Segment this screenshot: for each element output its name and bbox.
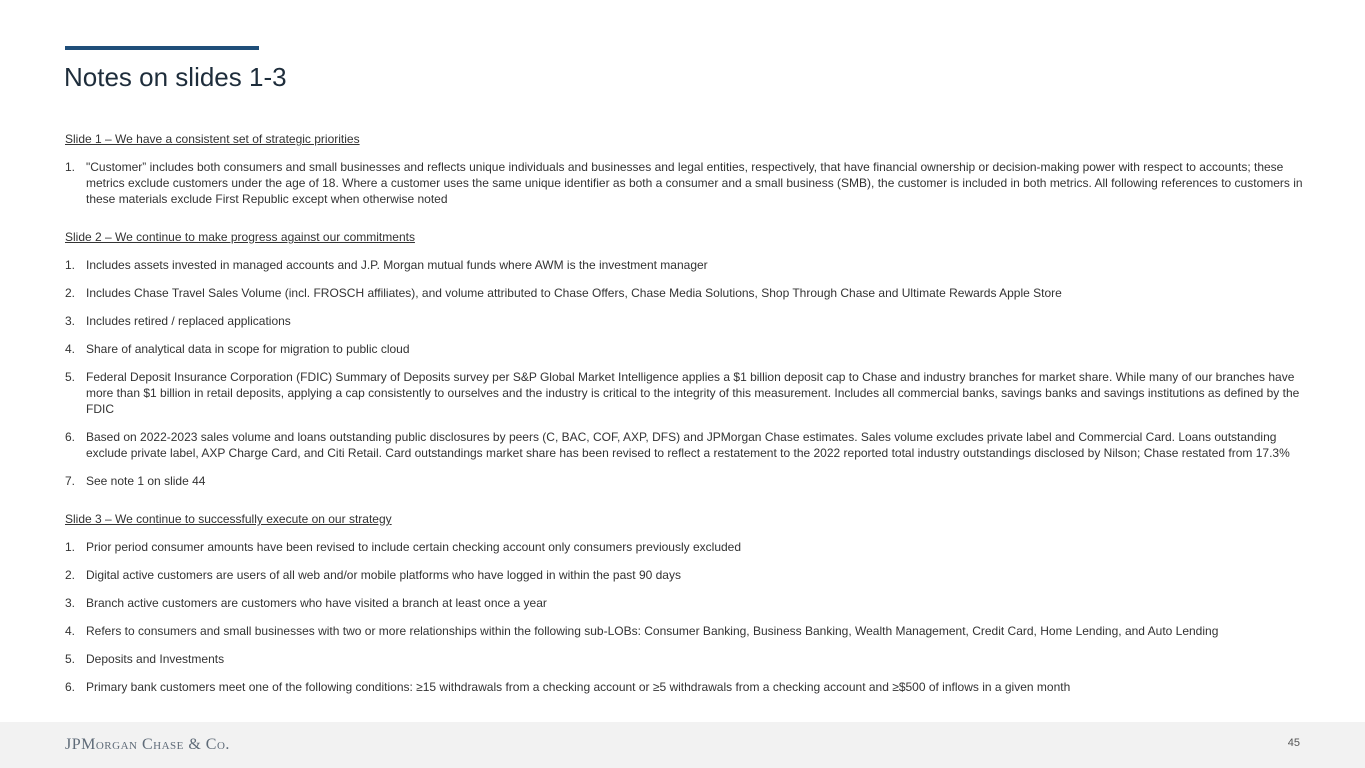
note-item [65,341,1315,357]
note-text: Refers to consumers and small businesses with two or more relationships within the following sub-LOBs: Consumer Banking, Business Banking, Wealth Management, Credit Card, Home Lending, and Auto Lending [86,624,1219,638]
section-heading: Slide 2 – We continue to make progress against our commitments [65,230,415,244]
page-number: 45 [1287,737,1300,749]
note-text: Share of analytical data in scope for migration to public cloud [86,342,410,356]
footer [0,722,1365,768]
note-text: Based on 2022-2023 sales volume and loans outstanding public disclosures by peers (C, BAC, COF, AXP, DFS) and JPMorgan Chase estimates. Sales volume excludes private label and Commercial Card. Loans outstanding exclude private label, AXP Charge Card, and Citi Retail. Card outstandings market share has been revised to reflect a restatement to the 2022 reported total industry outstandings disclosed by Nilson; Chase restated from 17.3% [86,430,1290,460]
notes-list [65,257,1315,489]
page-title: Notes on slides 1-3 [64,62,287,92]
note-number: 2. [65,568,76,582]
note-item [65,679,1315,695]
note-item [65,539,1315,555]
note-item [65,257,1315,273]
note-number: 1. [65,540,76,554]
note-text: See note 1 on slide 44 [86,474,206,488]
section-heading: Slide 1 – We have a consistent set of strategic priorities [65,132,360,146]
notes-section [65,131,1315,207]
note-item [65,567,1315,583]
note-text: Deposits and Investments [86,652,225,666]
note-number: 6. [65,680,76,694]
note-item [65,623,1315,639]
note-item [65,429,1315,461]
note-text: Branch active customers are customers who have visited a branch at least once a year [86,596,547,610]
note-number: 7. [65,474,76,488]
note-text: Includes retired / replaced applications [86,314,291,328]
note-text: Federal Deposit Insurance Corporation (FDIC) Summary of Deposits survey per S&P Global Market Intelligence applies a $1 billion deposit cap to Chase and industry branches for market share. While many of our branches have more than $1 billion in retail deposits, applying a cap consistently to ourselves and the industry is critical to the integrity of this measurement. Includes all commercial banks, savings banks and savings institutions as defined by the FDIC [86,370,1300,416]
note-number: 4. [65,624,76,638]
notes-list [65,539,1315,695]
note-item [65,595,1315,611]
notes-section [65,229,1315,489]
note-number: 5. [65,652,76,666]
note-item [65,313,1315,329]
note-item [65,159,1315,207]
note-text: Includes assets invested in managed accounts and J.P. Morgan mutual funds where AWM is the investment manager [86,258,708,272]
section-heading: Slide 3 – We continue to successfully execute on our strategy [65,512,392,526]
note-item [65,369,1315,417]
note-number: 1. [65,258,76,272]
note-number: 1. [65,160,76,174]
note-number: 5. [65,370,76,384]
note-text: Primary bank customers meet one of the following conditions: ≥15 withdrawals from a checking account or ≥5 withdrawals from a checking account and ≥$500 of inflows in a given month [86,680,1071,694]
note-item [65,285,1315,301]
title-accent-bar [65,46,259,50]
note-text: Digital active customers are users of all web and/or mobile platforms who have logged in within the past 90 days [86,568,681,582]
note-text: Prior period consumer amounts have been revised to include certain checking account only consumers previously excluded [86,540,742,554]
notes-content [65,131,1315,717]
note-number: 2. [65,286,76,300]
note-text: Includes Chase Travel Sales Volume (incl. FROSCH affiliates), and volume attributed to Chase Offers, Chase Media Solutions, Shop Through Chase and Ultimate Rewards Apple Store [86,286,1062,300]
note-item [65,651,1315,667]
notes-section [65,511,1315,695]
note-number: 6. [65,430,76,444]
notes-list [65,159,1315,207]
company-logo: JPMorgan Chase & Co. [65,736,230,753]
note-number: 4. [65,342,76,356]
note-item [65,473,1315,489]
note-text: "Customer” includes both consumers and small businesses and reflects unique individuals and businesses and legal entities, respectively, that have financial ownership or decision-making power with respect to accounts; these metrics exclude customers under the age of 18. Where a customer uses the same unique identifier as both a consumer and a small business (SMB), the customer is included in both metrics. All following references to customers in these materials exclude First Republic except when otherwise noted [86,160,1303,206]
note-number: 3. [65,596,76,610]
note-number: 3. [65,314,76,328]
